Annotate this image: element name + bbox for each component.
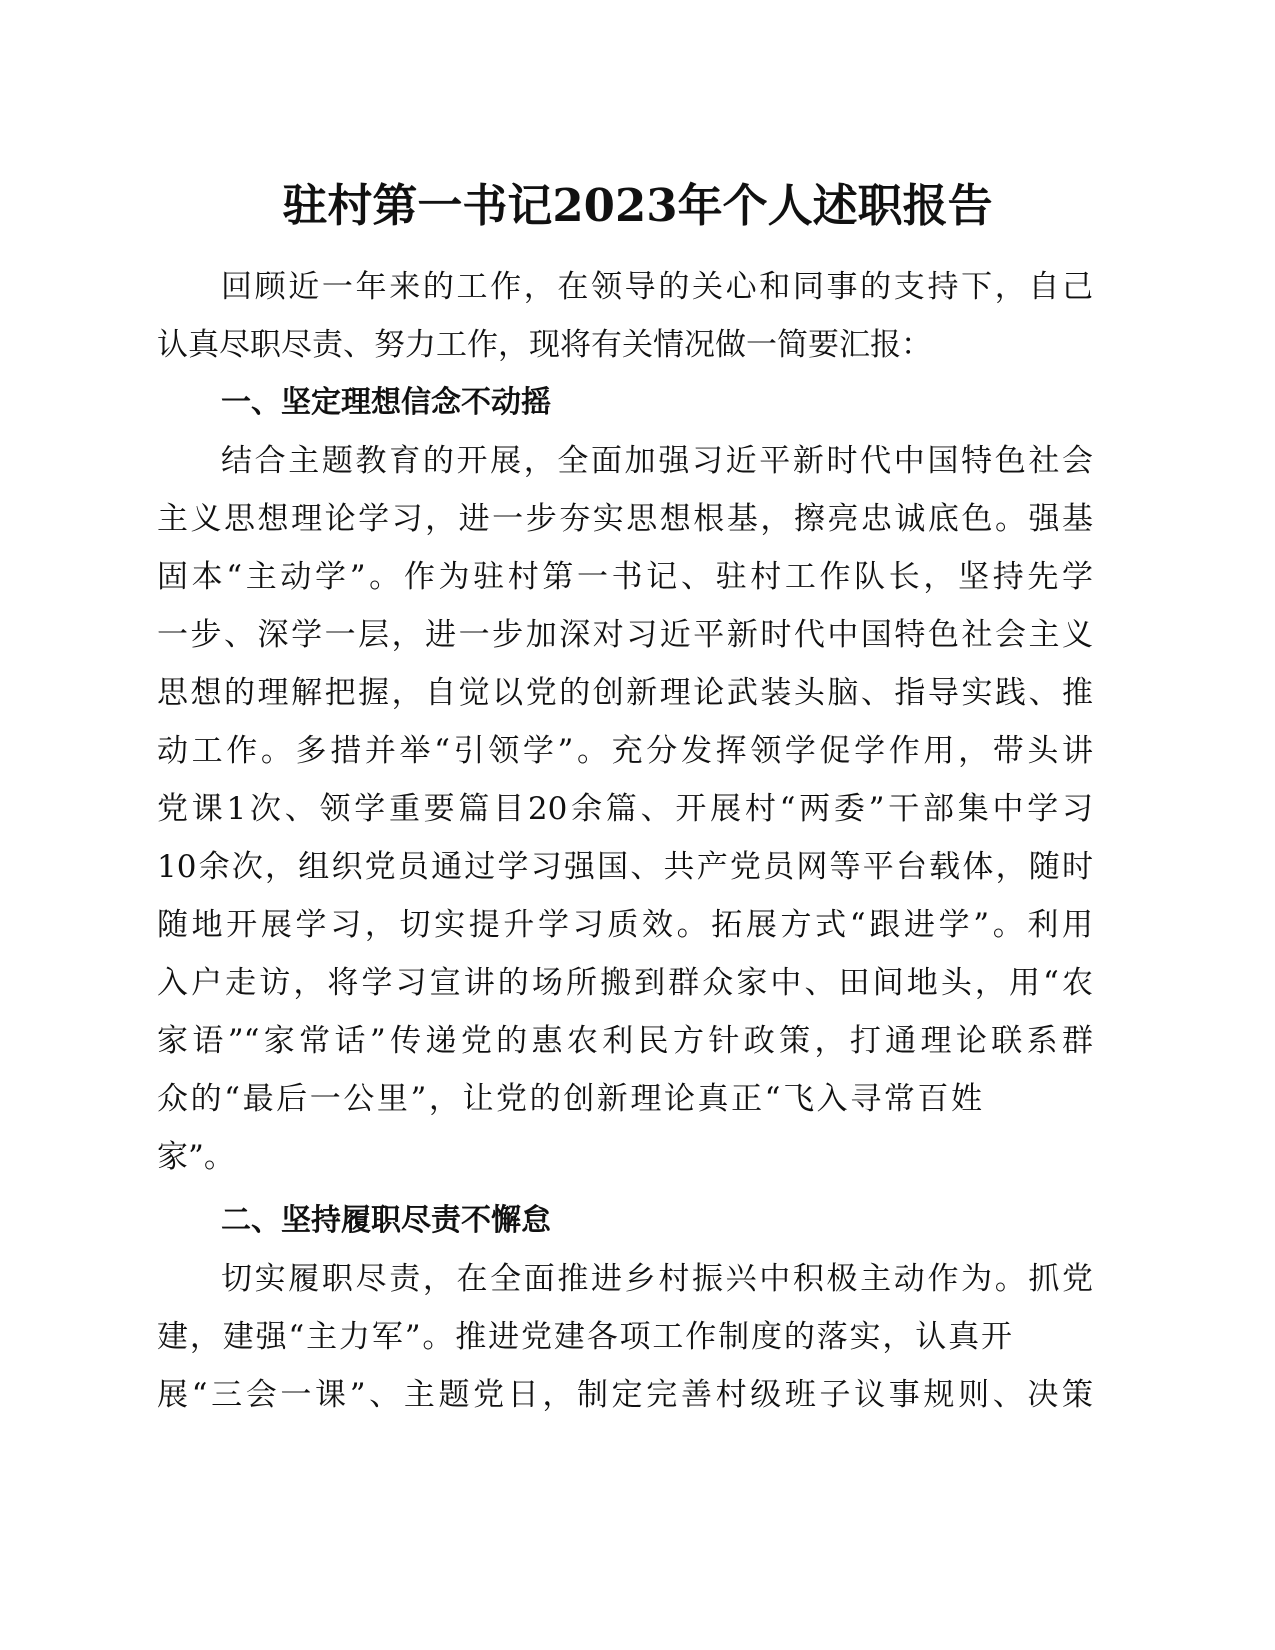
paragraph-line: 党课1次、领学重要篇目20余篇、开展村“两委”干部集中学习: [157, 791, 1093, 827]
intro-line: 回顾近一年来的工作，在领导的关心和同事的支持下，自己: [221, 269, 1093, 305]
paragraph-line: 家语”“家常话”传递党的惠农利民方针政策，打通理论联系群: [157, 1023, 1093, 1059]
document-title: 驻村第一书记2023年个人述职报告: [282, 179, 993, 232]
document-body: [157, 258, 1093, 1424]
paragraph-line: 主义思想理论学习，进一步夯实思想根基，擦亮忠诚底色。强基: [157, 501, 1093, 537]
paragraph-line: 随地开展学习，切实提升学习质效。拓展方式“跟进学”。利用: [157, 907, 1093, 943]
paragraph-line: 切实履职尽责，在全面推进乡村振兴中积极主动作为。抓党: [221, 1261, 1093, 1297]
paragraph-line: 一步、深学一层，进一步加深对习近平新时代中国特色社会主义: [157, 617, 1093, 653]
paragraph-line: 众的“最后一公里”，让党的创新理论真正“飞入寻常百姓: [157, 1081, 982, 1117]
section-heading: 一、坚定理想信念不动摇: [221, 385, 551, 420]
section-heading: 二、坚持履职尽责不懈怠: [221, 1203, 551, 1238]
paragraph-line: 动工作。多措并举“引领学”。充分发挥领学促学作用，带头讲: [157, 733, 1093, 769]
paragraph-line: 建，建强“主力军”。推进党建各项工作制度的落实，认真开: [157, 1319, 1012, 1355]
paragraph-line: 入户走访，将学习宣讲的场所搬到群众家中、田间地头，用“农: [157, 965, 1093, 1001]
paragraph-line: 固本“主动学”。作为驻村第一书记、驻村工作队长，坚持先学: [157, 559, 1093, 595]
intro-line: 认真尽职尽责、努力工作，现将有关情况做一简要汇报：: [157, 327, 932, 363]
paragraph-line: 思想的理解把握，自觉以党的创新理论武装头脑、指导实践、推: [157, 675, 1093, 711]
paragraph-line: 结合主题教育的开展，全面加强习近平新时代中国特色社会: [221, 443, 1093, 479]
paragraph-line: 10余次，组织党员通过学习强国、共产党员网等平台载体，随时: [157, 849, 1093, 885]
paragraph-line: 展“三会一课”、主题党日，制定完善村级班子议事规则、决策: [157, 1377, 1093, 1413]
paragraph-line: 家”。: [157, 1139, 235, 1175]
